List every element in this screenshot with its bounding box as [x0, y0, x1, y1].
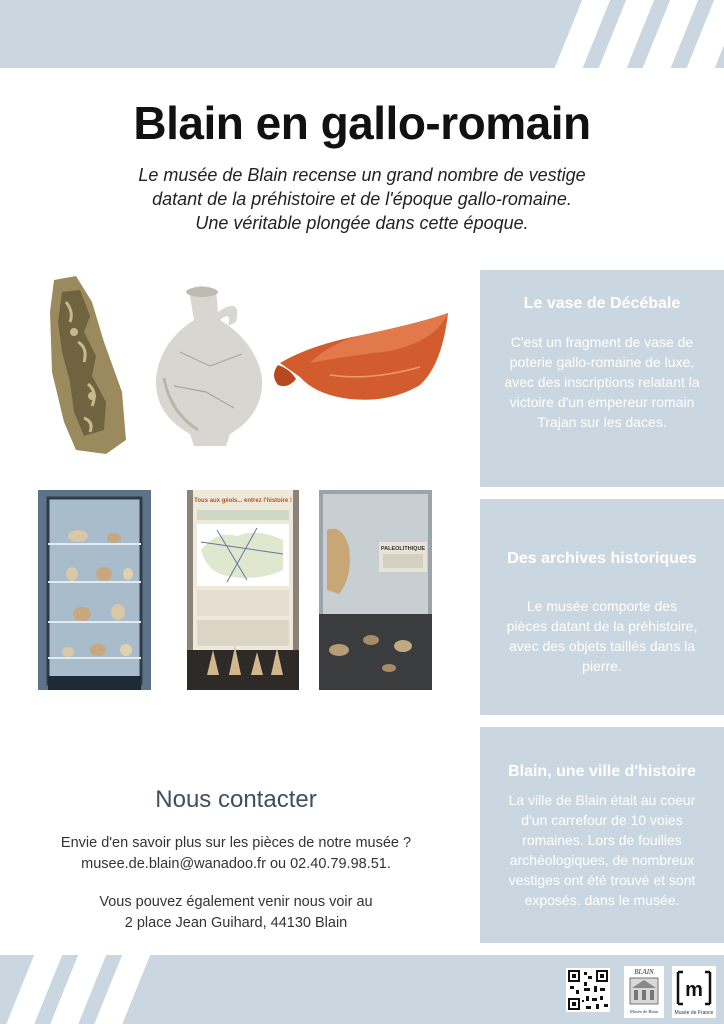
- subtitle: [60, 163, 664, 235]
- card-body: C'est un fragment de vase de poterie gallo-romaine de luxe, avec des inscriptions relatant la victoire d'un empereur romain Trajan sur les daces.: [504, 334, 700, 430]
- info-card-archives: [480, 499, 724, 715]
- subtitle-line: Le musée de Blain recense un grand nombre de vestige: [138, 165, 586, 185]
- subtitle-line: datant de la préhistoire et de l'époque gallo-romaine.: [152, 189, 572, 209]
- subtitle-line: Une véritable plongée dans cette époque.: [195, 213, 529, 233]
- card-body: La ville de Blain était au coeur d'un carrefour de 10 voies romaines. Lors de fouilles archéologiques, de nombreux vestiges ont été trouvé et sont exposés. dans le musée.: [508, 792, 696, 908]
- card-title: Des archives historiques: [507, 550, 697, 567]
- white-jug-image: [150, 282, 270, 450]
- card-body: Le musée comporte des pièces datant de la préhistoire, avec des objets taillés dans la pierre.: [506, 598, 698, 674]
- card-title: Le vase de Décébale: [523, 295, 681, 312]
- mf-logo-caption: Musée de France: [674, 1010, 714, 1016]
- info-card-vase: [480, 270, 724, 487]
- paleolithic-label: PALEOLITHIQUE: [380, 546, 426, 552]
- red-bowl-image: [270, 305, 452, 405]
- page-title: Blain en gallo-romain: [133, 97, 591, 149]
- contact-line: Envie d'en savoir plus sur les pièces de notre musée ?: [60, 835, 412, 851]
- mf-logo-letter: m: [685, 979, 703, 1001]
- carved-stone-image: [44, 272, 134, 457]
- paleolithic-display-photo: [319, 490, 432, 690]
- contact-heading: Nous contacter: [155, 786, 317, 813]
- museum-case-photo: [38, 490, 151, 690]
- contact-address: 2 place Jean Guihard, 44130 Blain: [124, 915, 348, 931]
- qr-code-icon[interactable]: [566, 968, 610, 1012]
- top-band: [0, 0, 724, 68]
- card-title: Blain, une ville d'histoire: [508, 763, 696, 780]
- contact-line: Vous pouvez également venir nous voir au: [99, 894, 373, 910]
- map-panel-photo: [187, 490, 299, 690]
- musee-de-france-logo: [672, 966, 716, 1018]
- blain-logo-caption: Musée de Blain: [629, 1009, 659, 1014]
- blain-logo-text: BLAIN: [634, 968, 654, 976]
- info-card-city: [480, 727, 724, 943]
- bottom-band: [0, 955, 724, 1024]
- panel-title-text: Tous aux géols... entrez l'histoire !: [194, 498, 292, 504]
- contact-email-phone[interactable]: musee.de.blain@wanadoo.fr ou 02.40.79.98.51.: [81, 856, 391, 872]
- musee-de-blain-logo: [624, 966, 664, 1018]
